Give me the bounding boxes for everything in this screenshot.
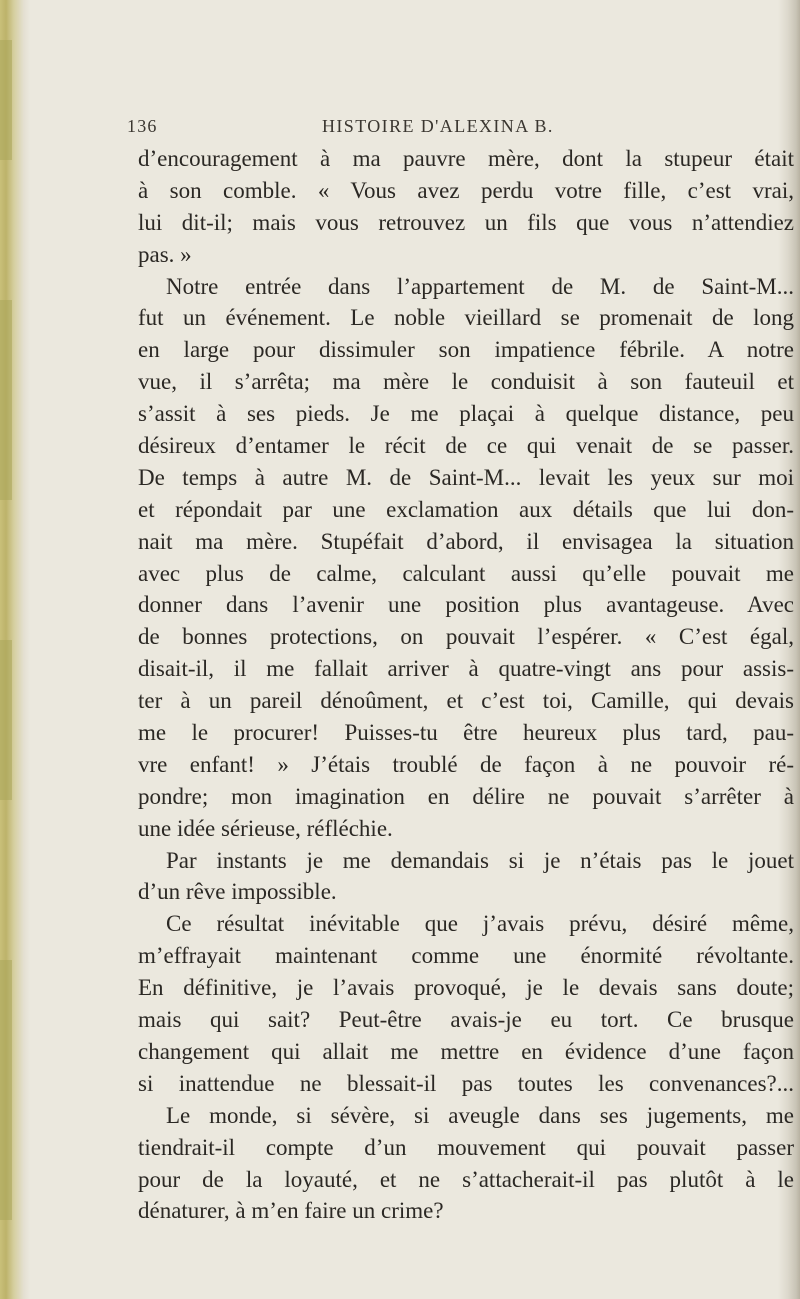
- text-line: avec plus de calme, calculant aussi qu’elle pouvait me: [138, 560, 794, 586]
- text-line: et répondait par une exclamation aux détails que lui don-: [138, 496, 794, 522]
- text-line: m’effrayait maintenant comme une énormité révoltante.: [138, 943, 794, 969]
- text-line: donner dans l’avenir une position plus avantageuse. Avec: [138, 592, 794, 618]
- text-line: d’encouragement à ma pauvre mère, dont la stupeur était: [138, 146, 794, 171]
- text-line: En définitive, je l’avais provoqué, je le devais sans doute;: [138, 975, 794, 1001]
- text-line: mais qui sait? Peut-être avais-je eu tort. Ce brusque: [138, 1007, 794, 1033]
- text-line: de bonnes protections, on pouvait l’espérer. « C’est égal,: [138, 624, 794, 650]
- text-line: dénaturer, à m’en faire un crime?: [138, 1198, 444, 1224]
- text-line: me le procurer! Puisses-tu être heureux plus tard, pau-: [138, 720, 794, 746]
- text-line: en large pour dissimuler son impatience fébrile. A notre: [138, 337, 794, 363]
- text-line: d’un rêve impossible.: [138, 879, 337, 905]
- text-line: De temps à autre M. de Saint-M... levait les yeux sur moi: [138, 464, 794, 490]
- text-line: nait ma mère. Stupéfait d’abord, il envisagea la situation: [138, 528, 794, 554]
- text-line: à son comble. « Vous avez perdu votre fille, c’est vrai,: [138, 177, 794, 203]
- body-text: [138, 143, 794, 1227]
- text-line: pondre; mon imagination en délire ne pouvait s’arrêter à: [138, 783, 794, 809]
- text-line: disait-il, il me fallait arriver à quatre-vingt ans pour assis-: [138, 656, 794, 682]
- text-line: Ce résultat inévitable que j’avais prévu, désiré même,: [166, 911, 794, 937]
- text-line: Le monde, si sévère, si aveugle dans ses jugements, me: [166, 1102, 794, 1128]
- text-line: une idée sérieuse, réfléchie.: [138, 815, 393, 841]
- text-line: pas. »: [138, 241, 192, 267]
- text-line: vre enfant! » J’étais troublé de façon à ne pouvoir ré-: [138, 751, 794, 777]
- text-line: désireux d’entamer le récit de ce qui venait de se passer.: [138, 433, 794, 459]
- page-header: [127, 116, 687, 144]
- text-line: vue, il s’arrêta; ma mère le conduisit à son fauteuil et: [138, 369, 794, 395]
- text-line: changement qui allait me mettre en évidence d’une façon: [138, 1038, 794, 1064]
- text-line: s’assit à ses pieds. Je me plaçai à quelque distance, peu: [138, 401, 794, 427]
- text-line: Par instants je me demandais si je n’étais pas le jouet: [166, 847, 794, 873]
- text-line: lui dit-il; mais vous retrouvez un fils que vous n’attendiez: [138, 209, 794, 235]
- text-line: pour de la loyauté, et ne s’attacherait-il pas plutôt à le: [138, 1166, 794, 1192]
- text-line: Notre entrée dans l’appartement de M. de Saint-M...: [166, 273, 794, 299]
- binding-edge: [0, 0, 30, 1299]
- text-line: tiendrait-il compte d’un mouvement qui pouvait passer: [138, 1134, 794, 1160]
- page-number: 136: [127, 116, 158, 136]
- text-line: ter à un pareil dénoûment, et c’est toi, Camille, qui devais: [138, 688, 794, 714]
- running-title: HISTOIRE D'ALEXINA B.: [322, 116, 554, 136]
- text-line: fut un événement. Le noble vieillard se promenait de long: [138, 305, 794, 331]
- text-line: si inattendue ne blessait-il pas toutes les convenances?...: [138, 1070, 794, 1096]
